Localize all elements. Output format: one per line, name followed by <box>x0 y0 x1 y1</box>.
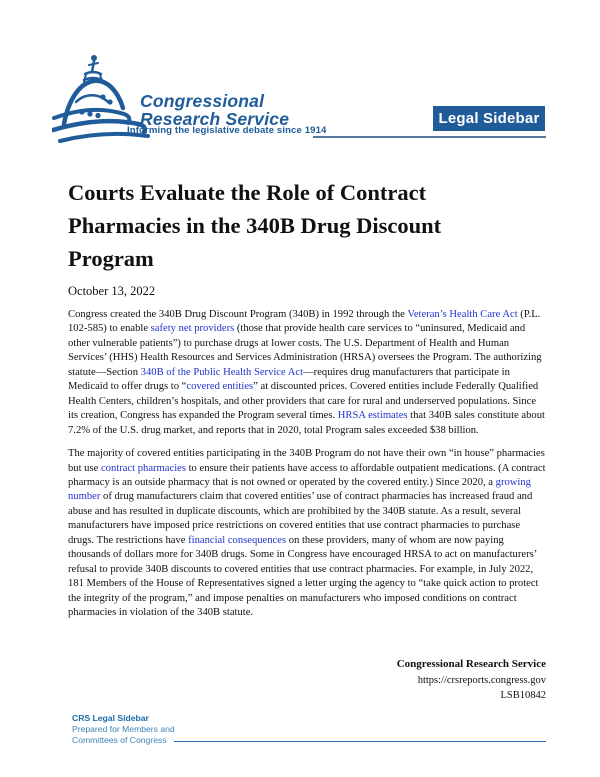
footer-attribution <box>397 658 546 701</box>
inline-link[interactable]: covered entities <box>186 381 254 393</box>
text-run: ” at discounted prices. Covered entities include Federally Qualified Health Centers, children’s hospitals, and other providers that care for rural and underserved populations. Since its creation, Congress has expanded the Program several times. <box>68 381 539 422</box>
inline-link[interactable]: contract pharmacies <box>100 462 186 474</box>
inline-link[interactable]: 340B of the Public Health Service Act <box>140 366 304 378</box>
footer-divider <box>174 741 546 743</box>
inline-link[interactable]: safety net providers <box>150 323 235 335</box>
footer-prepared-line1: Prepared for Members and <box>72 724 175 734</box>
text-run: (those that provide health care services to “uninsured, Medicaid and other vulnerable patients”) to purchase drugs at lower costs. The U.S. Department of Health and Human Services’ (HHS) Health Resources and Services Administration (HRSA) oversees the Program. The authorizing statute—Section <box>68 323 542 378</box>
footer-prepared-line2: Committees of Congress <box>72 735 167 745</box>
text-run: of drug manufacturers claim that covered entities’ use of contract pharmacies has increased fraud and abuse and has resulted in duplicate discounts, which are prohibited by the 340B statute. As a result, several manufacturers have imposed price restrictions on covered entities that use contract pharmacies to purchase drugs. The restrictions have <box>68 491 533 546</box>
footer-org-name: Congressional Research Service <box>396 658 546 670</box>
text-run: Congress created the 340B Drug Discount Program (340B) in 1992 through the <box>68 309 408 320</box>
footer-product-name: CRS Legal Sidebar <box>72 713 149 723</box>
footer-report-url[interactable]: https://crsreports.congress.gov <box>417 675 546 686</box>
header-divider <box>313 136 546 138</box>
inline-link[interactable]: growing number <box>68 476 531 503</box>
text-run: on these providers, many of whom are now paying thousands of dollars more for 340B drugs. Some in Congress have encouraged HRSA to act on manufacturers’ refusal to provide 340B discounts to covered entities that use contract pharmacies. For example, in July 2022, 181 Members of the House of Representatives signed a letter urging the agency to “take quick action to protect the integrity of the program,” and impose penalties on manufacturers who imposed conditions on contract pharmacies in violation of the 340B statute. <box>68 534 539 619</box>
crs-wordmark <box>140 92 289 128</box>
legal-sidebar-badge: Legal Sidebar <box>433 106 545 131</box>
inline-link[interactable]: financial consequences <box>188 534 287 546</box>
crs-tagline: Informing the legislative debate since 1914 <box>127 125 327 136</box>
crs-wordmark-line1: Congressional <box>140 91 265 111</box>
inline-link[interactable]: Veteran’s Health Care Act <box>407 309 518 320</box>
document-body <box>68 308 547 630</box>
text-run: that 340B sales constitute about 7.2% of the U.S. drug market, and reports that in 2020, total Program sales exceeded $38 billion. <box>68 410 545 436</box>
text-run: —requires drug manufacturers that participate in Medicaid to offer drugs to “ <box>68 366 510 393</box>
footer-product-block <box>72 713 546 746</box>
text-run: (P.L. 102-585) to enable <box>68 309 541 335</box>
body-paragraph <box>68 447 547 620</box>
footer-document-id: LSB10842 <box>500 690 546 701</box>
inline-link[interactable]: HRSA estimates <box>337 410 408 422</box>
text-run: The majority of covered entities participating in the 340B Program do not have their own “in house” pharmacies but use <box>68 448 545 474</box>
body-paragraph <box>68 308 547 438</box>
document-title: Courts Evaluate the Role of Contract Pharmacies in the 340B Drug Discount Program <box>68 180 442 271</box>
document-date: October 13, 2022 <box>68 284 156 298</box>
crs-wordmark-line2: Research Service <box>140 109 290 129</box>
text-run: to ensure their patients have access to affordable outpatient medications. (A contract pharmacy is an outside pharmacy that is not owned or operated by the covered entity.) Since 2020, a <box>68 462 546 488</box>
